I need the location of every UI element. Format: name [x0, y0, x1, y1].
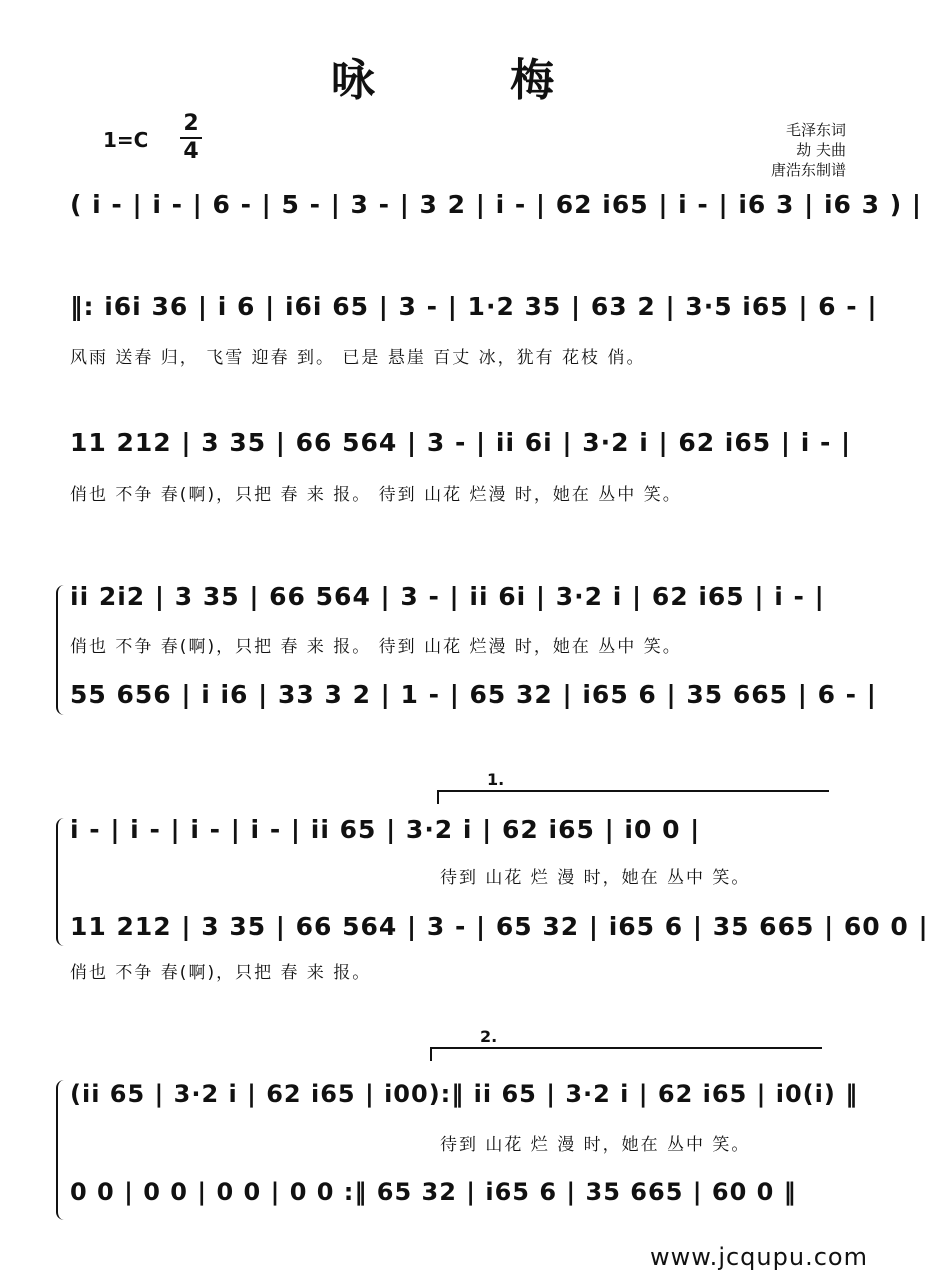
time-denominator: 4 [183, 139, 199, 164]
key-signature: 1=C [103, 128, 149, 152]
ending2-lyrics: 待到 山花 烂 漫 时，她在 丛中 笑。 [440, 1135, 751, 1155]
time-numerator: 2 [183, 111, 199, 136]
verse1-lyrics: 风雨 送春 归， 飞雪 迎春 到。 已是 悬崖 百丈 冰，犹有 花枝 俏。 [70, 348, 646, 368]
first-ending-bracket [437, 770, 829, 804]
ending2-part2-notes: 0 0 | 0 0 | 0 0 | 0 0 :‖ 65 32 | i65 6 | 35 665 | 60 0 ‖ [70, 1178, 797, 1206]
credits [736, 120, 846, 180]
watermark: www.jcqupu.com [650, 1243, 868, 1271]
part1-lyrics: 俏也 不争 春(啊)，只把 春 来 报。 待到 山花 烂漫 时，她在 丛中 笑。 [70, 637, 682, 657]
part2-notes: 55 656 | i i6 | 33 3 2 | 1 - | 65 32 | i65 6 | 35 665 | 6 - | [70, 680, 877, 709]
second-ending-label: 2. [480, 1027, 498, 1046]
lyricist: 毛泽东词 [785, 121, 846, 139]
system-brace [56, 1080, 68, 1220]
system-brace [56, 818, 68, 946]
time-signature [180, 112, 202, 164]
composer: 劫 夫曲 [796, 141, 846, 159]
second-ending-bracket [430, 1027, 822, 1061]
first-ending-label: 1. [487, 770, 505, 789]
verse2-lyrics: 俏也 不争 春(啊)，只把 春 来 报。 待到 山花 烂漫 时，她在 丛中 笑。 [70, 485, 682, 505]
page-title: 咏 梅 [330, 55, 615, 106]
intro-notes: ( i - | i - | 6 - | 5 - | 3 - | 3 2 | i - | 62 i65 | i - | i6 3 | i6 3 ) | [70, 190, 922, 219]
system-brace [56, 585, 68, 715]
arranger: 唐浩东制谱 [770, 161, 846, 179]
ending1-part2-lyrics: 俏也 不争 春(啊)，只把 春 来 报。 [70, 963, 372, 983]
ending2-part1-notes: (ii 65 | 3·2 i | 62 i65 | i00):‖ ii 65 | 3·2 i | 62 i65 | i0(i) ‖ [70, 1080, 859, 1108]
verse2-notes: 11 212 | 3 35 | 66 564 | 3 - | ii 6i | 3·2 i | 62 i65 | i - | [70, 428, 852, 457]
ending1-part1-notes: i - | i - | i - | i - | ii 65 | 3·2 i | 62 i65 | i0 0 | [70, 815, 701, 844]
verse1-notes: ‖: i6i 36 | i 6 | i6i 65 | 3 - | 1·2 35 | 63 2 | 3·5 i65 | 6 - | [70, 292, 878, 321]
ending1-part2-notes: 11 212 | 3 35 | 66 564 | 3 - | 65 32 | i65 6 | 35 665 | 60 0 | [70, 912, 929, 941]
ending1-lyrics: 待到 山花 烂 漫 时，她在 丛中 笑。 [440, 868, 751, 888]
part1-notes: ii 2i2 | 3 35 | 66 564 | 3 - | ii 6i | 3·2 i | 62 i65 | i - | [70, 582, 825, 611]
